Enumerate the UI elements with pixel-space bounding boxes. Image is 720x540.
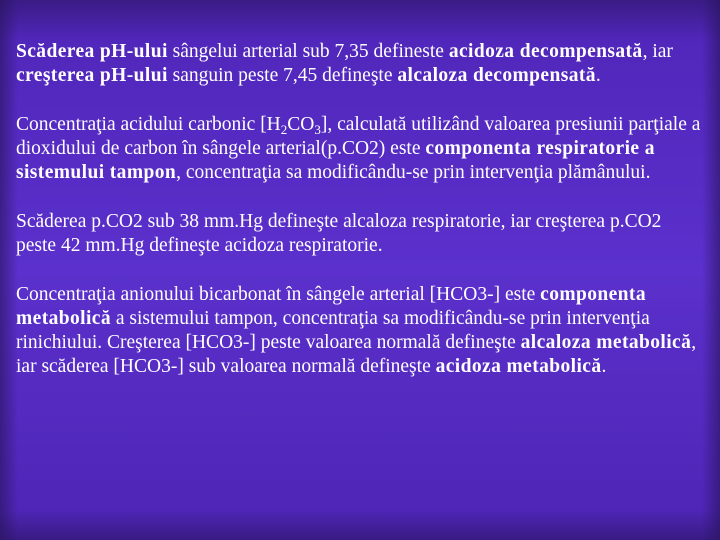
bold-term: alcaloza metabolică xyxy=(520,332,692,353)
text-run: , iar xyxy=(642,41,673,62)
subscript: 2 xyxy=(280,122,288,137)
bold-term: componenta respiratorie a sistemului tampon xyxy=(16,138,655,183)
text-run: sângelui arterial sub 7,35 defineste xyxy=(167,41,449,62)
bold-term: acidoza metabolică xyxy=(435,356,602,377)
paragraph-ph-definitions xyxy=(16,40,706,88)
text-run: Concentraţia anionului bicarbonat în sângele arterial [HCO3-] este xyxy=(16,284,541,305)
paragraph-pco2-limits xyxy=(16,210,706,258)
text-run: . xyxy=(601,356,607,377)
bold-term: creşterea pH-ului xyxy=(16,65,168,86)
paragraph-carbonic-acid xyxy=(16,113,706,185)
text-run: sanguin peste 7,45 defineşte xyxy=(167,65,398,86)
slide-content xyxy=(16,40,706,379)
text-run: a sistemului tampon, concentraţia sa modificându-se prin intervenţia rinichiului. Creşterea [HCO3-] peste valoarea normală defineşte xyxy=(16,308,650,353)
text-run: Scăderea p.CO2 sub 38 mm.Hg defineşte alcaloza respiratorie, iar creşterea p.CO2 peste 42 mm.Hg defineşte acidoza respiratorie. xyxy=(16,211,662,256)
bold-term: acidoza decompensată xyxy=(448,41,643,62)
text-run: CO xyxy=(287,114,315,135)
text-run: ], calculată utilizând valoarea presiunii parţiale a dioxidului de carbon în sângele arterial(p.CO2) este xyxy=(16,114,701,159)
bold-term: componenta metabolică xyxy=(16,284,646,329)
paragraph-bicarbonate xyxy=(16,283,706,379)
text-run: Concentraţia acidului carbonic [H xyxy=(16,114,281,135)
bold-term: alcaloza decompensată xyxy=(397,65,596,86)
bold-term: Scăderea pH-ului xyxy=(16,41,168,62)
text-run: , iar scăderea [HCO3-] sub valoarea normală defineşte xyxy=(16,332,697,377)
text-run: , concentraţia sa modificându-se prin intervenţia plămânului. xyxy=(176,162,651,183)
text-run: . xyxy=(595,65,601,86)
subscript: 3 xyxy=(314,122,321,137)
